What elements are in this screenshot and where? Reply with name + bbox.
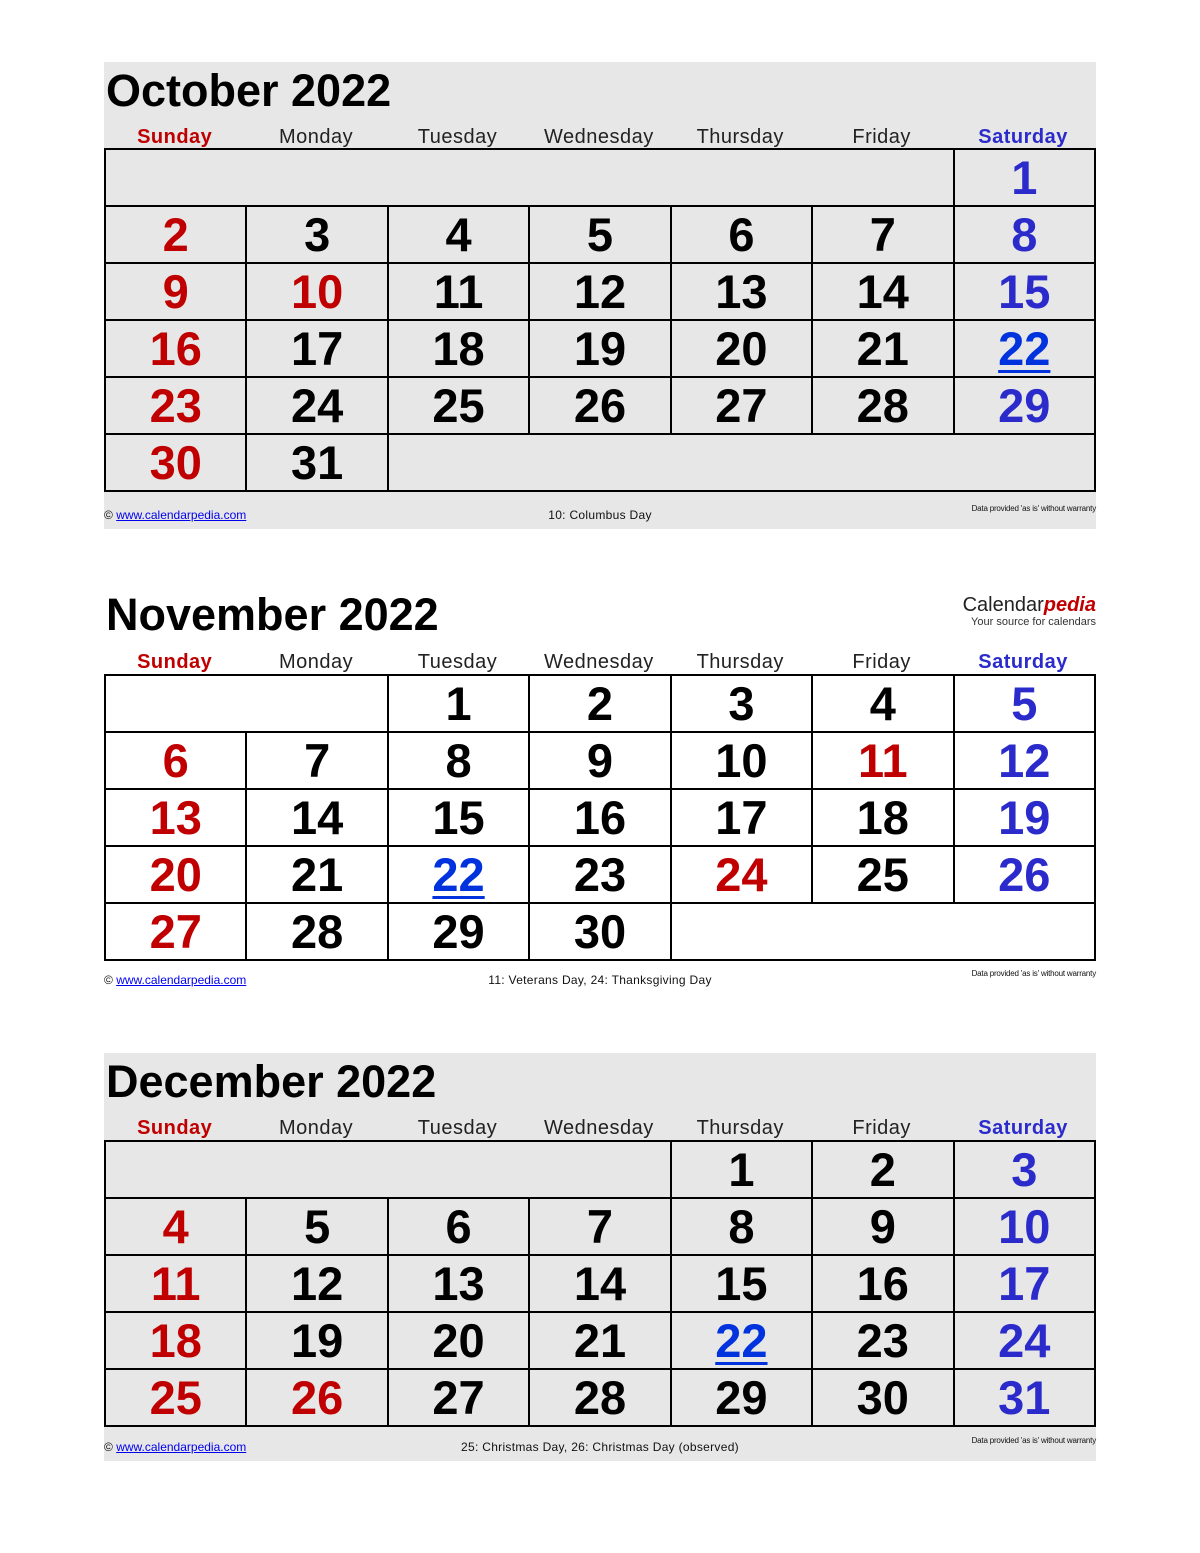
- week-row: [105, 732, 1095, 789]
- day-cell: 27: [388, 1369, 529, 1426]
- week-row: [105, 149, 1095, 206]
- day-cell: 30: [105, 434, 246, 491]
- day-cell: 27: [105, 903, 246, 960]
- day-cell: 1: [671, 1141, 812, 1198]
- month-footer: [104, 969, 1096, 991]
- day-cell: 13: [671, 263, 812, 320]
- day-cell: 8: [671, 1198, 812, 1255]
- day-cell: 21: [812, 320, 953, 377]
- month-title: November 2022: [106, 589, 439, 640]
- day-cell: 19: [529, 320, 670, 377]
- weekday-saturday: Saturday: [978, 126, 1068, 148]
- day-cell: 15: [671, 1255, 812, 1312]
- day-cell: 17: [671, 789, 812, 846]
- day-cell: 7: [529, 1198, 670, 1255]
- month-footer: [104, 1436, 1096, 1458]
- day-cell: 3: [246, 206, 387, 263]
- day-cell: 19: [954, 789, 1095, 846]
- logo-brand-main: Calendar: [962, 594, 1044, 616]
- weekday-thursday: Thursday: [696, 1117, 784, 1139]
- day-cell: 25: [105, 1369, 246, 1426]
- day-cell: 30: [529, 903, 670, 960]
- weekday-thursday: Thursday: [696, 651, 784, 673]
- weekday-header: [104, 125, 1096, 149]
- day-cell: 18: [388, 320, 529, 377]
- day-cell: 20: [671, 320, 812, 377]
- day-cell: 25: [812, 846, 953, 903]
- calendarpedia-link[interactable]: www.calendarpedia.com: [116, 1440, 247, 1454]
- day-cell: 14: [812, 263, 953, 320]
- day-cell: 23: [529, 846, 670, 903]
- day-cell: 20: [388, 1312, 529, 1369]
- day-cell: 15: [388, 789, 529, 846]
- weekday-saturday: Saturday: [978, 1117, 1068, 1139]
- calendarpedia-logo: [963, 594, 1096, 628]
- day-cell: 31: [246, 434, 387, 491]
- month-december: [104, 1053, 1096, 1461]
- day-cell: 22: [954, 320, 1095, 377]
- day-cell: 17: [954, 1255, 1095, 1312]
- day-cell: 11: [388, 263, 529, 320]
- day-cell: 9: [812, 1198, 953, 1255]
- week-row: [105, 320, 1095, 377]
- disclaimer: Data provided 'as is' without warranty: [971, 969, 1096, 978]
- day-cell: 6: [671, 206, 812, 263]
- day-cell: 3: [671, 675, 812, 732]
- weekday-sunday: Sunday: [137, 651, 213, 673]
- weekday-saturday: Saturday: [978, 651, 1068, 673]
- day-cell: 21: [246, 846, 387, 903]
- day-cell: 12: [246, 1255, 387, 1312]
- weekday-tuesday: Tuesday: [417, 1117, 498, 1139]
- week-row: [105, 377, 1095, 434]
- day-cell: 1: [954, 149, 1095, 206]
- calendarpedia-link[interactable]: www.calendarpedia.com: [116, 973, 247, 987]
- copyright-symbol: ©: [104, 1440, 113, 1454]
- disclaimer: Data provided 'as is' without warranty: [971, 1436, 1096, 1445]
- calendarpedia-link[interactable]: www.calendarpedia.com: [116, 508, 247, 522]
- month-title: December 2022: [106, 1056, 437, 1107]
- day-cell: 23: [105, 377, 246, 434]
- day-cell: 10: [954, 1198, 1095, 1255]
- weekday-tuesday: Tuesday: [417, 651, 498, 673]
- day-cell: 16: [812, 1255, 953, 1312]
- day-cell: 29: [954, 377, 1095, 434]
- day-cell: 10: [246, 263, 387, 320]
- weekday-sunday: Sunday: [137, 126, 213, 148]
- day-cell: 26: [246, 1369, 387, 1426]
- day-cell: 11: [105, 1255, 246, 1312]
- weekday-thursday: Thursday: [696, 126, 784, 148]
- week-row: [105, 789, 1095, 846]
- calendar-grid: [104, 674, 1096, 961]
- day-cell: 29: [671, 1369, 812, 1426]
- disclaimer: Data provided 'as is' without warranty: [971, 504, 1096, 513]
- day-cell: 6: [388, 1198, 529, 1255]
- day-cell: 24: [671, 846, 812, 903]
- empty-cell: [105, 675, 388, 732]
- day-cell: 1: [388, 675, 529, 732]
- day-cell: 23: [812, 1312, 953, 1369]
- week-row: [105, 206, 1095, 263]
- day-cell: 12: [954, 732, 1095, 789]
- day-cell: 4: [105, 1198, 246, 1255]
- day-cell: 5: [246, 1198, 387, 1255]
- holidays-note: 25: Christmas Day, 26: Christmas Day (observed): [461, 1440, 739, 1454]
- day-cell: 17: [246, 320, 387, 377]
- day-cell: 16: [105, 320, 246, 377]
- day-cell: 28: [246, 903, 387, 960]
- weekday-header: [104, 1116, 1096, 1140]
- weekday-friday: Friday: [852, 1117, 911, 1139]
- day-cell: 4: [812, 675, 953, 732]
- week-row: [105, 263, 1095, 320]
- day-cell: 21: [529, 1312, 670, 1369]
- day-cell: 6: [105, 732, 246, 789]
- empty-cell: [105, 149, 954, 206]
- week-row: [105, 903, 1095, 960]
- day-cell: 31: [954, 1369, 1095, 1426]
- day-cell: 7: [812, 206, 953, 263]
- copyright-symbol: ©: [104, 973, 113, 987]
- weekday-sunday: Sunday: [137, 1117, 213, 1139]
- day-cell: 10: [671, 732, 812, 789]
- weekday-friday: Friday: [852, 126, 911, 148]
- weekday-monday: Monday: [279, 126, 354, 148]
- day-cell: 20: [105, 846, 246, 903]
- month-october: [104, 62, 1096, 529]
- day-cell: 29: [388, 903, 529, 960]
- day-cell: 26: [529, 377, 670, 434]
- week-row: [105, 1141, 1095, 1198]
- day-cell: 13: [105, 789, 246, 846]
- day-cell: 18: [105, 1312, 246, 1369]
- day-cell: 24: [954, 1312, 1095, 1369]
- month-title: October 2022: [106, 65, 392, 116]
- weekday-header: [104, 650, 1096, 674]
- day-cell: 11: [812, 732, 953, 789]
- week-row: [105, 1255, 1095, 1312]
- day-cell: 22: [671, 1312, 812, 1369]
- day-cell: 3: [954, 1141, 1095, 1198]
- day-cell: 14: [529, 1255, 670, 1312]
- empty-cell: [105, 1141, 671, 1198]
- logo-brand-accent: pedia: [1043, 594, 1096, 616]
- day-cell: 18: [812, 789, 953, 846]
- day-cell: 28: [529, 1369, 670, 1426]
- day-cell: 26: [954, 846, 1095, 903]
- empty-cell: [388, 434, 1095, 491]
- day-cell: 14: [246, 789, 387, 846]
- week-row: [105, 1369, 1095, 1426]
- day-cell: 9: [529, 732, 670, 789]
- weekday-monday: Monday: [279, 1117, 354, 1139]
- day-cell: 8: [388, 732, 529, 789]
- holidays-note: 10: Columbus Day: [548, 508, 652, 522]
- week-row: [105, 675, 1095, 732]
- day-cell: 8: [954, 206, 1095, 263]
- day-cell: 2: [529, 675, 670, 732]
- day-cell: 27: [671, 377, 812, 434]
- empty-cell: [671, 903, 1095, 960]
- day-cell: 2: [105, 206, 246, 263]
- week-row: [105, 434, 1095, 491]
- day-cell: 30: [812, 1369, 953, 1426]
- weekday-wednesday: Wednesday: [543, 651, 654, 673]
- day-cell: 9: [105, 263, 246, 320]
- day-cell: 25: [388, 377, 529, 434]
- day-cell: 24: [246, 377, 387, 434]
- day-cell: 5: [954, 675, 1095, 732]
- holidays-note: 11: Veterans Day, 24: Thanksgiving Day: [488, 973, 712, 987]
- day-cell: 15: [954, 263, 1095, 320]
- weekday-tuesday: Tuesday: [417, 126, 498, 148]
- week-row: [105, 1312, 1095, 1369]
- logo-tagline: Your source for calendars: [971, 616, 1096, 628]
- day-cell: 19: [246, 1312, 387, 1369]
- copyright-symbol: ©: [104, 508, 113, 522]
- calendar-grid: [104, 1140, 1096, 1427]
- day-cell: 13: [388, 1255, 529, 1312]
- day-cell: 7: [246, 732, 387, 789]
- calendar-grid: [104, 148, 1096, 492]
- day-cell: 4: [388, 206, 529, 263]
- weekday-monday: Monday: [279, 651, 354, 673]
- weekday-wednesday: Wednesday: [543, 1117, 654, 1139]
- day-cell: 16: [529, 789, 670, 846]
- day-cell: 2: [812, 1141, 953, 1198]
- week-row: [105, 846, 1095, 903]
- day-cell: 5: [529, 206, 670, 263]
- weekday-wednesday: Wednesday: [543, 126, 654, 148]
- day-cell: 28: [812, 377, 953, 434]
- week-row: [105, 1198, 1095, 1255]
- weekday-friday: Friday: [852, 651, 911, 673]
- day-cell: 22: [388, 846, 529, 903]
- month-november: [104, 588, 1096, 998]
- day-cell: 12: [529, 263, 670, 320]
- month-footer: [104, 504, 1096, 526]
